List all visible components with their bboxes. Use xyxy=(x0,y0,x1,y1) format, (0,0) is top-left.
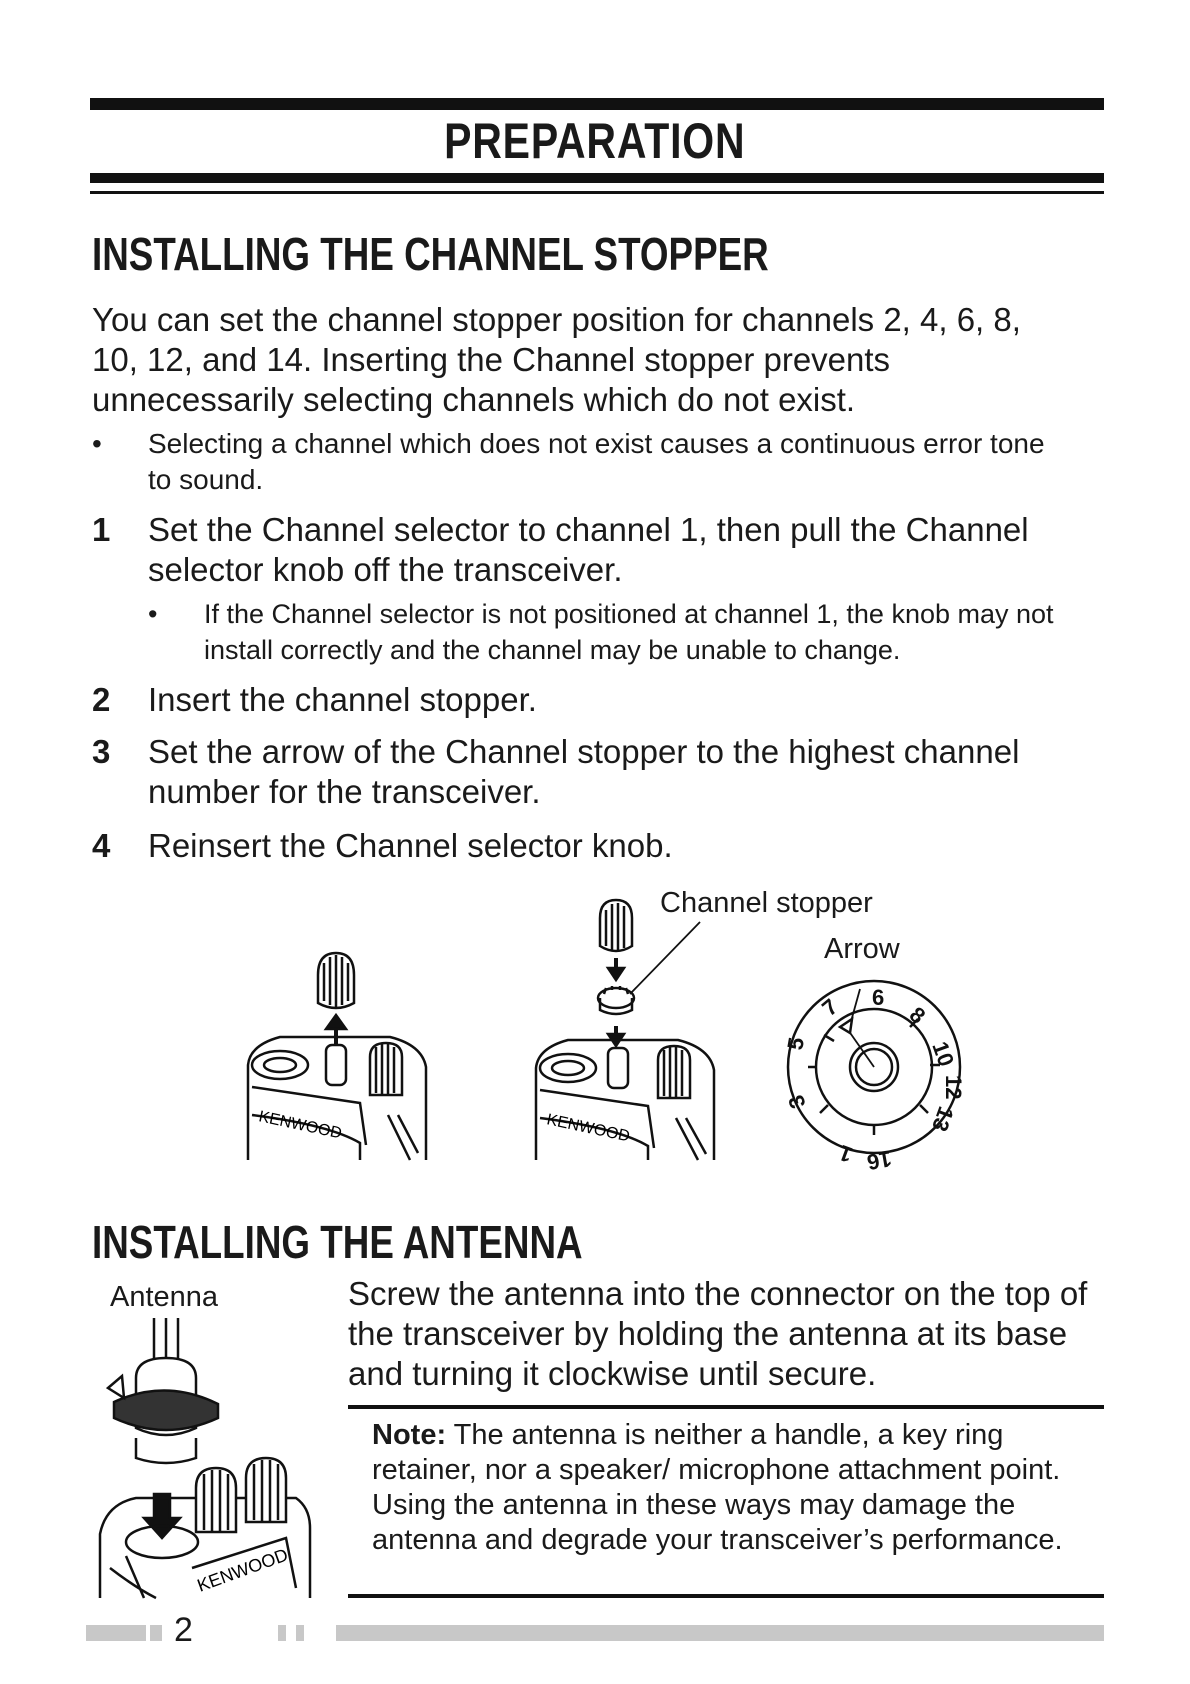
figure-channel-dial xyxy=(780,955,970,1175)
antenna-note xyxy=(372,1418,1092,1558)
step-3 xyxy=(92,732,1102,812)
dial-number: 16 xyxy=(865,1146,894,1175)
figure-antenna xyxy=(96,1318,326,1598)
step-text: Insert the channel stopper. xyxy=(148,681,537,718)
step-text: Set the arrow of the Channel stopper to the highest channel number for the transceiver. xyxy=(148,733,1020,810)
brand-logo: KENWOOD xyxy=(545,1111,632,1146)
step-number: 1 xyxy=(92,511,111,548)
dial-number: 12 xyxy=(941,1075,966,1100)
figure-stopper-insert xyxy=(530,898,730,1160)
dial-number: 1 xyxy=(835,1140,856,1168)
step-text: Reinsert the Channel selector knob. xyxy=(148,827,673,864)
section-heading-antenna: INSTALLING THE ANTENNA xyxy=(92,1216,583,1268)
dial-number: 13 xyxy=(926,1103,959,1135)
page-title: PREPARATION xyxy=(444,113,746,169)
page-number: 2 xyxy=(174,1611,193,1649)
dial-number: 7 xyxy=(817,993,843,1021)
brand-logo: KENWOOD xyxy=(257,1108,344,1143)
step-2 xyxy=(92,680,1102,720)
section-heading-channel-stopper: INSTALLING THE CHANNEL STOPPER xyxy=(92,228,769,280)
dial-number: 8 xyxy=(904,1001,931,1029)
footer-bar-left xyxy=(86,1625,146,1641)
header-rule-thin xyxy=(90,191,1104,194)
footer-bar-mid xyxy=(278,1625,286,1641)
step-1 xyxy=(92,510,1102,590)
note-rule-bottom xyxy=(348,1594,1104,1598)
dial-number: 10 xyxy=(927,1038,960,1070)
intro-bullet-text: Selecting a channel which does not exist causes a continuous error tone to sound. xyxy=(148,428,1045,495)
footer-bar-mid2 xyxy=(296,1625,304,1641)
label-channel-stopper: Channel stopper xyxy=(660,887,873,919)
intro-bullet xyxy=(92,426,1092,498)
label-antenna: Antenna xyxy=(110,1281,219,1313)
dial-number: 5 xyxy=(782,1035,810,1052)
note-rule-top xyxy=(348,1405,1104,1409)
step-1-bullet-text: If the Channel selector is not positioned at channel 1, the knob may not install correctly and the channel may be unable to change. xyxy=(204,599,1054,665)
step-number: 4 xyxy=(92,827,111,864)
step-text: Set the Channel selector to channel 1, then pull the Channel selector knob off the transceiver. xyxy=(148,511,1029,588)
channel-stopper-intro: You can set the channel stopper position for channels 2, 4, 6, 8, 10, 12, and 14. Inserting the Channel stopper prevents unnecessarily selecting channels which do not exist. xyxy=(92,301,1021,418)
step-1-bullet xyxy=(148,596,1108,668)
dial-number: 3 xyxy=(783,1091,811,1112)
step-4 xyxy=(92,826,1102,866)
antenna-instructions: Screw the antenna into the connector on the top of the transceiver by holding the antenna at its base and turning it clockwise until secure. xyxy=(348,1275,1088,1392)
figure-knob-removed xyxy=(240,945,440,1160)
bullet-glyph: • xyxy=(92,428,102,459)
step-number: 3 xyxy=(92,733,111,770)
note-text: The antenna is neither a handle, a key ring retainer, nor a speaker/ microphone attachment point. Using the antenna in these ways may damage the antenna and degrade your transceiver’s performance. xyxy=(372,1419,1063,1556)
step-number: 2 xyxy=(92,681,111,718)
footer-bar-left-small xyxy=(150,1625,162,1641)
note-label: Note: xyxy=(372,1419,447,1451)
header-rule-bottom xyxy=(90,173,1104,183)
footer-bar-right xyxy=(336,1625,1104,1641)
header-rule-top xyxy=(90,98,1104,110)
label-arrow: Arrow xyxy=(824,933,900,965)
brand-logo: KENWOOD xyxy=(194,1544,291,1596)
bullet-glyph: • xyxy=(148,599,158,629)
dial-number: 6 xyxy=(872,985,885,1010)
